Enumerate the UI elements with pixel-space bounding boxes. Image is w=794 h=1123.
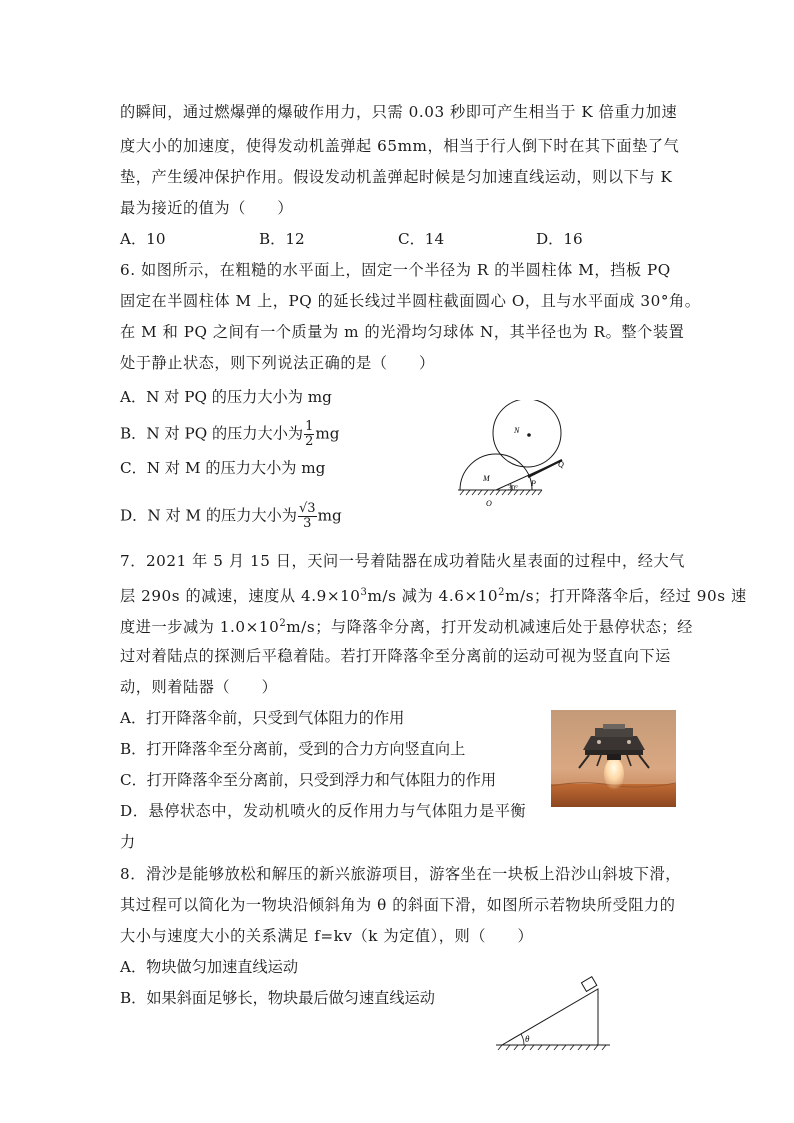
q8-option-a: A．物块做匀加速直线运动	[120, 958, 299, 976]
q8-ground-hatch	[498, 1045, 606, 1050]
q7-option-b: B．打开降落伞至分离前，受到的合力方向竖直向上	[120, 740, 466, 758]
q6-line-1: 6. 如图所示，在粗糙的水平面上，固定一个半径为 R 的半圆柱体 M，挡板 PQ	[120, 261, 671, 279]
q7-line-2	[120, 583, 747, 606]
q7-line-2-exp-2: 2	[498, 587, 506, 598]
q7-line-3	[120, 614, 693, 637]
q7-line-2-b: m/s 减为 4.6×10	[367, 587, 499, 606]
q5-line-1: 的瞬间，通过燃爆弹的爆破作用力，只需 0.03 秒即可产生相当于 K 倍重力加速	[120, 103, 678, 121]
q6-semicircle-m	[460, 454, 532, 490]
q7-line-2-exp-1: 3	[360, 587, 368, 598]
q8-incline	[502, 989, 598, 1045]
q6-option-d-suffix: mg	[317, 506, 342, 525]
q6-option-d-fraction	[298, 502, 317, 531]
q6-option-d-prefix: D．N 对 M 的压力大小为	[120, 506, 297, 525]
q6-ball-n	[493, 400, 561, 467]
q6-line-3: 在 M 和 PQ 之间有一个质量为 m 的光滑均匀球体 N，其半径也为 R。整个装置	[120, 323, 685, 341]
q7-lander-image	[551, 710, 676, 807]
q6-board-pq-solid	[528, 460, 562, 477]
q8-block	[581, 977, 596, 992]
q6-ground-hatch	[460, 490, 542, 495]
q7-option-c: C．打开降落伞至分离前，只受到浮力和气体阻力的作用	[120, 771, 497, 789]
q6-label-n: N	[514, 426, 520, 435]
q8-incline-figure	[492, 975, 614, 1055]
q6-label-p: P	[531, 479, 536, 488]
q5-option-a: A．10	[120, 230, 166, 248]
q7-line-3-b: m/s；与降落伞分离，打开发动机减速后处于悬停状态；经	[286, 618, 693, 637]
q6-ball-center	[527, 433, 531, 437]
q6-option-d-denominator: 3	[303, 516, 312, 531]
q5-option-b: B．12	[259, 230, 305, 248]
q6-option-b-fraction	[304, 420, 314, 449]
q6-option-b-suffix: mg	[315, 424, 340, 443]
q7-line-2-a: 层 290s 的减速，速度从 4.9×10	[120, 587, 361, 606]
q6-option-d-numerator: √3	[299, 501, 316, 516]
q5-line-3: 垫，产生缓冲保护作用。假设发动机盖弹起时候是匀加速直线运动，则以下与 K	[120, 168, 673, 186]
q7-line-2-c: m/s；打开降落伞后，经过 90s 速	[505, 587, 747, 606]
q5-option-c: C．14	[398, 230, 445, 248]
q6-label-angle: 30°	[508, 484, 518, 492]
q8-line-3: 大小与速度大小的关系满足 f=kv（k 为定值），则（ ）	[120, 927, 534, 945]
q7-line-4: 过对着陆点的探测后平稳着陆。若打开降落伞至分离前的运动可视为竖直向下运	[120, 647, 671, 665]
q6-label-q: Q	[558, 460, 564, 469]
q6-figure	[450, 400, 580, 512]
q5-option-d: D．16	[536, 230, 583, 248]
q6-option-a: A．N 对 PQ 的压力大小为 mg	[120, 388, 332, 406]
q6-option-b-numerator: 1	[305, 419, 314, 434]
q7-line-5: 动，则着陆器（ ）	[120, 678, 278, 696]
q7-line-3-a: 度进一步减为 1.0×10	[120, 618, 280, 637]
q6-option-d	[120, 502, 342, 531]
q6-option-c: C．N 对 M 的压力大小为 mg	[120, 459, 326, 477]
lander-flame	[604, 758, 624, 790]
q6-option-b-prefix: B．N 对 PQ 的压力大小为	[120, 424, 304, 443]
q6-option-b	[120, 420, 340, 449]
q8-label-theta: θ	[525, 1034, 530, 1044]
q6-line-4: 处于静止状态，则下列说法正确的是（ ）	[120, 354, 435, 372]
q7-line-3-exp: 2	[279, 618, 287, 629]
q8-option-b: B．如果斜面足够长，物块最后做匀速直线运动	[120, 989, 435, 1007]
q7-option-d-line-2: 力	[120, 833, 136, 851]
q8-line-2: 其过程可以简化为一物块沿倾斜角为 θ 的斜面下滑，如图所示若物块所受阻力的	[120, 896, 676, 914]
q6-label-o: O	[486, 499, 492, 508]
q8-angle-arc	[521, 1034, 524, 1045]
q7-option-a: A．打开降落伞前，只受到气体阻力的作用	[120, 709, 405, 727]
q7-line-1: 7．2021 年 5 月 15 日，天问一号着陆器在成功着陆火星表面的过程中，经大气	[120, 552, 685, 570]
q8-line-1: 8．滑沙是能够放松和解压的新兴旅游项目，游客坐在一块板上沿沙山斜坡下滑，	[120, 865, 682, 883]
q7-option-d-line-1: D．悬停状态中，发动机喷火的反作用力与气体阻力是平衡	[120, 802, 527, 820]
q6-label-m: M	[483, 474, 490, 483]
q6-option-b-denominator: 2	[305, 434, 314, 449]
q5-line-2: 度大小的加速度，使得发动机盖弹起 65mm，相当于行人倒下时在其下面垫了气	[120, 137, 680, 155]
q5-line-4: 最为接近的值为（ ）	[120, 199, 294, 217]
q6-line-2: 固定在半圆柱体 M 上，PQ 的延长线过半圆柱截面圆心 O，且与水平面成 30°角。	[120, 292, 701, 310]
